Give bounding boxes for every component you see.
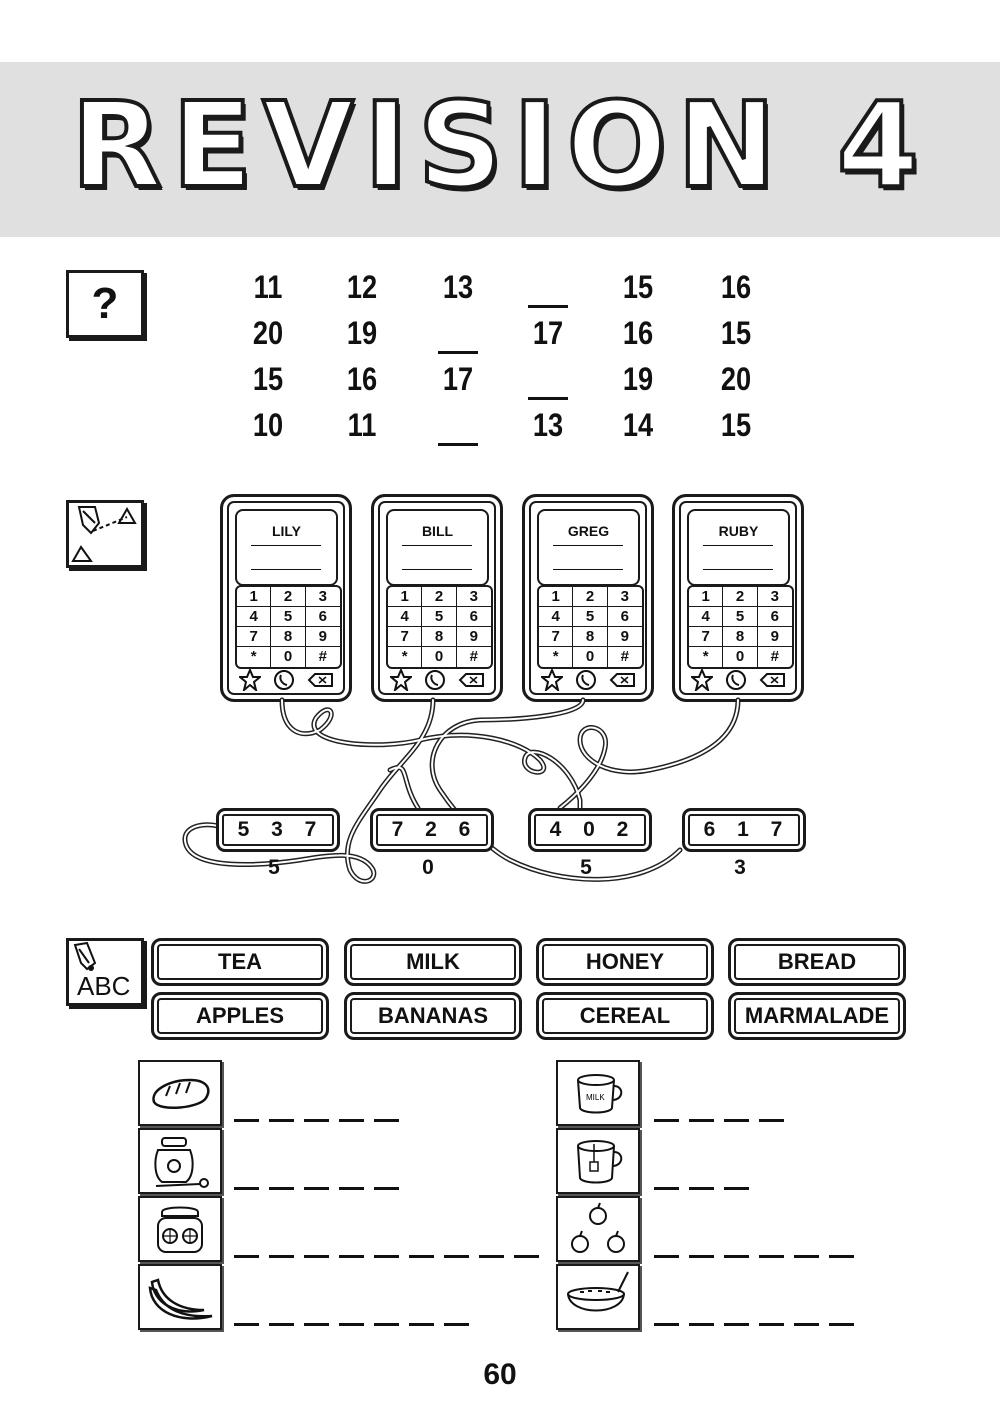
letter-dash — [444, 1255, 469, 1258]
left-answer-line[interactable] — [234, 1092, 399, 1122]
keypad-key: 3 — [608, 587, 642, 607]
sequence-number: 20 — [252, 315, 284, 351]
letter-dash — [724, 1119, 749, 1122]
svg-text:MILK: MILK — [586, 1093, 605, 1102]
letter-dash — [829, 1255, 854, 1258]
letter-dash — [759, 1323, 784, 1326]
keypad-key: 6 — [758, 607, 792, 627]
keypad-key: 5 — [422, 607, 456, 627]
keypad-key: 7 — [237, 627, 271, 647]
phone-number-box: 5 3 7 5 — [216, 808, 340, 852]
sequence-number: 14 — [622, 407, 654, 443]
keypad-key: 0 — [422, 647, 456, 667]
sequence-number: 13 — [532, 407, 564, 443]
letter-dash — [444, 1323, 469, 1326]
keypad-key: 2 — [723, 587, 757, 607]
keypad-key: # — [318, 648, 327, 665]
keypad-key: 9 — [306, 627, 340, 647]
keypad-key: 4 — [539, 607, 573, 627]
keypad-key: 3 — [758, 587, 792, 607]
sequence-number: 15 — [252, 361, 284, 397]
keypad-key: * — [388, 647, 422, 667]
keypad-key: 1 — [237, 587, 271, 607]
letter-dash — [374, 1187, 399, 1190]
word-tile: MILK — [344, 938, 522, 986]
sequence-number: 16 — [346, 361, 378, 397]
keypad-key: 4 — [388, 607, 422, 627]
letter-dash — [234, 1119, 259, 1122]
letter-dash — [269, 1187, 294, 1190]
word-tile: APPLES — [151, 992, 329, 1040]
letter-dash — [304, 1119, 329, 1122]
letter-dash — [269, 1255, 294, 1258]
cereal-bowl-icon — [556, 1264, 640, 1330]
keypad-key: 6 — [608, 607, 642, 627]
question-glyph: ? — [91, 279, 119, 328]
sequence-number: 20 — [720, 361, 752, 397]
sequence-number: 11 — [347, 407, 377, 443]
keypad-key: 6 — [306, 607, 340, 627]
letter-dash — [654, 1323, 679, 1326]
letter-dash — [409, 1255, 434, 1258]
letter-dash — [374, 1255, 399, 1258]
phone-number-box: 7 2 6 0 — [370, 808, 494, 852]
tea-cup-icon — [556, 1128, 640, 1194]
word-tile: BREAD — [728, 938, 906, 986]
keypad-key: 5 — [723, 607, 757, 627]
sequence-number: 11 — [253, 269, 283, 305]
letter-dash — [304, 1187, 329, 1190]
letter-dash — [339, 1255, 364, 1258]
letter-dash — [794, 1323, 819, 1326]
sequence-number: 17 — [532, 315, 564, 351]
abc-label: ABC — [77, 971, 131, 1001]
letter-dash — [269, 1323, 294, 1326]
keypad-key: 4 — [237, 607, 271, 627]
right-answer-line[interactable] — [654, 1296, 854, 1326]
keypad-key: 5 — [573, 607, 607, 627]
marmalade-jar-icon — [138, 1196, 222, 1262]
letter-dash — [689, 1187, 714, 1190]
letter-dash — [234, 1323, 259, 1326]
word-tile: TEA — [151, 938, 329, 986]
sequence-number: 13 — [442, 269, 474, 305]
word-tile: CEREAL — [536, 992, 714, 1040]
word-tile: MARMALADE — [728, 992, 906, 1040]
keypad-key: * — [237, 647, 271, 667]
letter-dash — [724, 1187, 749, 1190]
sequence-number: 15 — [622, 269, 654, 305]
letter-dash — [409, 1323, 434, 1326]
sequence-number: 10 — [252, 407, 284, 443]
letter-dash — [794, 1255, 819, 1258]
letter-dash — [654, 1119, 679, 1122]
keypad-key: 7 — [539, 627, 573, 647]
sequence-number: 16 — [622, 315, 654, 351]
page-title: REVISION 4 — [71, 76, 929, 214]
keypad-key: 8 — [422, 627, 456, 647]
sequence-number: 16 — [720, 269, 752, 305]
word-tile: HONEY — [536, 938, 714, 986]
phone-number-box: 6 1 7 3 — [682, 808, 806, 852]
honey-jar-icon — [138, 1128, 222, 1194]
letter-dash — [339, 1119, 364, 1122]
keypad-key: # — [770, 648, 779, 665]
bananas-icon — [138, 1264, 222, 1330]
letter-dash — [374, 1119, 399, 1122]
keypad-key: * — [689, 647, 723, 667]
left-answer-line[interactable] — [234, 1296, 469, 1326]
apples-icon — [556, 1196, 640, 1262]
phone-name: RUBY — [718, 523, 759, 539]
keypad-key: 1 — [689, 587, 723, 607]
letter-dash — [724, 1323, 749, 1326]
keypad-key: # — [620, 648, 629, 665]
keypad-key: * — [539, 647, 573, 667]
phone-name: GREG — [567, 523, 610, 539]
letter-dash — [234, 1187, 259, 1190]
keypad-key: 1 — [539, 587, 573, 607]
letter-dash — [479, 1255, 504, 1258]
bread-icon — [138, 1060, 222, 1126]
keypad-key: 2 — [422, 587, 456, 607]
sequence-number: 12 — [346, 269, 378, 305]
keypad-key: 2 — [271, 587, 305, 607]
letter-dash — [269, 1119, 294, 1122]
keypad-key: 3 — [457, 587, 491, 607]
sequence-number: 17 — [442, 361, 474, 397]
letter-dash — [654, 1187, 679, 1190]
letter-dash — [829, 1323, 854, 1326]
keypad-key: 1 — [388, 587, 422, 607]
letter-dash — [304, 1255, 329, 1258]
keypad-key: # — [469, 648, 478, 665]
keypad-key: 9 — [457, 627, 491, 647]
milk-cup-icon — [556, 1060, 640, 1126]
left-answer-line[interactable] — [234, 1160, 399, 1190]
letter-dash — [304, 1323, 329, 1326]
letter-dash — [724, 1255, 749, 1258]
keypad-key: 0 — [271, 647, 305, 667]
letter-dash — [374, 1323, 399, 1326]
phone-name: LILY — [271, 523, 302, 539]
page-number: 60 — [483, 1358, 517, 1391]
keypad-key: 7 — [689, 627, 723, 647]
letter-dash — [339, 1187, 364, 1190]
letter-dash — [234, 1255, 259, 1258]
pencil-abc-icon — [66, 938, 144, 1006]
sequence-number: 15 — [720, 315, 752, 351]
keypad-key: 6 — [457, 607, 491, 627]
sequence-number: 19 — [622, 361, 654, 397]
keypad-key: 8 — [723, 627, 757, 647]
letter-dash — [654, 1255, 679, 1258]
keypad-key: 9 — [608, 627, 642, 647]
keypad-key: 8 — [573, 627, 607, 647]
letter-dash — [514, 1255, 539, 1258]
letter-dash — [689, 1255, 714, 1258]
keypad-key: 7 — [388, 627, 422, 647]
sequence-number: 15 — [720, 407, 752, 443]
right-answer-line[interactable] — [654, 1228, 854, 1258]
keypad-key: 3 — [306, 587, 340, 607]
word-tile: BANANAS — [344, 992, 522, 1040]
keypad-key: 5 — [271, 607, 305, 627]
phone-number-box: 4 0 2 5 — [528, 808, 652, 852]
keypad-key: 4 — [689, 607, 723, 627]
keypad-key: 8 — [271, 627, 305, 647]
phone-name: BILL — [421, 523, 454, 539]
keypad-key: 9 — [758, 627, 792, 647]
keypad-key: 0 — [723, 647, 757, 667]
keypad-key: 0 — [573, 647, 607, 667]
letter-dash — [339, 1323, 364, 1326]
left-answer-line[interactable] — [234, 1228, 539, 1258]
letter-dash — [689, 1119, 714, 1122]
right-answer-line[interactable] — [654, 1092, 784, 1122]
letter-dash — [759, 1119, 784, 1122]
sequence-number: 19 — [346, 315, 378, 351]
letter-dash — [759, 1255, 784, 1258]
right-answer-line[interactable] — [654, 1160, 749, 1190]
letter-dash — [689, 1323, 714, 1326]
keypad-key: 2 — [573, 587, 607, 607]
